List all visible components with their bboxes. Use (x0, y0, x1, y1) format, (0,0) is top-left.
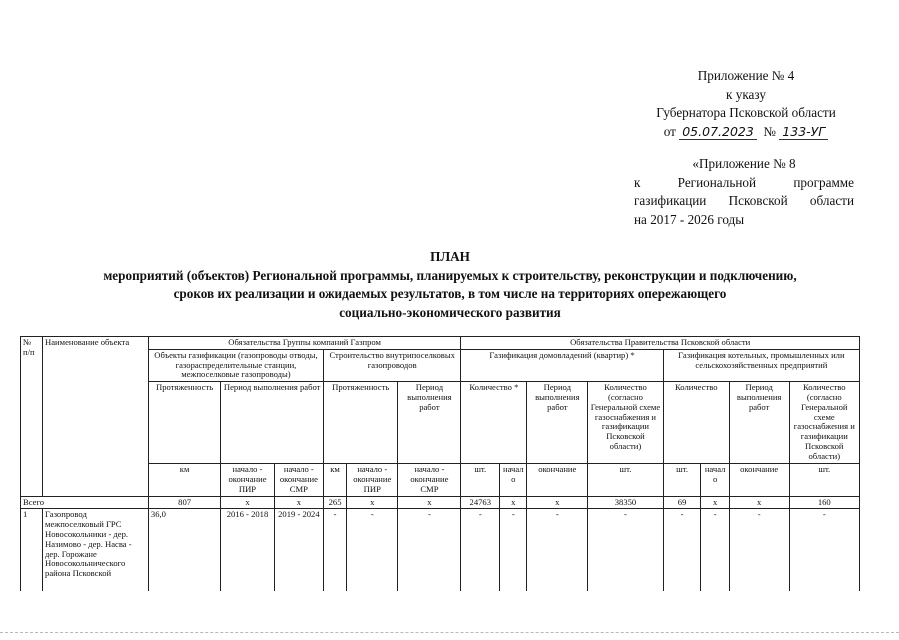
header-num: № п/п (21, 337, 43, 497)
title-line-3: сроков их реализации и ожидаемых результатов, в том числе на территориях опережающего (173, 286, 727, 301)
row-cell: - (789, 509, 859, 591)
unit-start: начало (500, 464, 527, 496)
total-cell: 265 (324, 496, 347, 509)
total-cell: х (274, 496, 323, 509)
total-cell: х (347, 496, 398, 509)
unit-km: км (148, 464, 220, 496)
header-row-1 (21, 337, 860, 350)
unit-sht: шт. (461, 464, 500, 496)
handwritten-number: 133-УГ (779, 125, 828, 140)
total-cell: 24763 (461, 496, 500, 509)
unit-end-2: окончание (729, 464, 789, 496)
row-cell: - (398, 509, 461, 591)
number-label: № (763, 123, 776, 139)
total-cell: х (221, 496, 274, 509)
row-cell: - (500, 509, 527, 591)
row-cell: - (663, 509, 701, 591)
header-name: Наименование объекта (43, 337, 149, 497)
unit-end: окончание (527, 464, 588, 496)
row-cell: - (588, 509, 664, 591)
table-row (21, 509, 860, 591)
header-period: Период выполнения работ (221, 382, 324, 464)
approval-line-3: Губернатора Псковской области (656, 105, 836, 120)
title-line-4: социально-экономического развития (339, 304, 561, 320)
header-length-2: Протяженность (324, 382, 398, 464)
plan-table (20, 336, 860, 591)
total-cell: х (729, 496, 789, 509)
header-homes: Газификация домовладений (квартир) * (461, 349, 663, 381)
total-cell: х (398, 496, 461, 509)
unit-sht-3: шт. (663, 464, 701, 496)
row-cell: - (324, 509, 347, 591)
header-government: Обязательства Правительства Псковской области (461, 337, 860, 350)
header-qty-scheme-2: Количество (согласно Генеральной схеме газоснабжения и газификации Псковской области) (789, 382, 859, 464)
total-cell: 807 (148, 496, 220, 509)
total-row (21, 496, 860, 509)
annex-line-1: «Приложение № 8 (692, 156, 796, 171)
row-cell: - (527, 509, 588, 591)
handwritten-date: 05.07.2023 (679, 125, 757, 140)
total-cell: х (701, 496, 729, 509)
header-qty-2: Количество (663, 382, 729, 464)
approval-date-line (626, 123, 866, 142)
title-line-1: ПЛАН (430, 249, 470, 264)
row-cell: - (729, 509, 789, 591)
unit-sht-2: шт. (588, 464, 664, 496)
title-line-2: мероприятий (объектов) Региональной программы, планируемых к строительству, реконструкции и подключению, (103, 267, 797, 283)
row-name: Газопровод межпоселковый ГРС Новосокольники - дер. Назимово - дер. Насва - дер. Горожане Новосокольнического района Псковской (43, 509, 149, 591)
row-cell: 2016 - 2018 (221, 509, 274, 591)
annex-line-2: к Региональной программе (634, 174, 854, 190)
total-cell: 38350 (588, 496, 664, 509)
annex-block (634, 155, 854, 229)
unit-start-2: начало (701, 464, 729, 496)
unit-pir: начало - окончание ПИР (221, 464, 274, 496)
unit-smr-2: начало - окончание СМР (398, 464, 461, 496)
total-label: Всего (21, 496, 149, 509)
header-inner-pipelines: Строительство внутрипоселковых газопроводов (324, 349, 461, 381)
approval-line-2: к указу (726, 86, 766, 102)
unit-km-2: км (324, 464, 347, 496)
unit-pir-2: начало - окончание ПИР (347, 464, 398, 496)
header-period-3: Период выполнения работ (527, 382, 588, 464)
total-cell: 160 (789, 496, 859, 509)
document-title (20, 248, 880, 322)
header-qty-scheme: Количество (согласно Генеральной схеме газоснабжения и газификации Псковской области) (588, 382, 664, 464)
header-qty: Количество * (461, 382, 527, 464)
row-cell: - (701, 509, 729, 591)
scan-edge-line (0, 632, 899, 633)
total-cell: х (500, 496, 527, 509)
row-cell: - (347, 509, 398, 591)
header-gazprom: Обязательства Группы компаний Газпром (148, 337, 460, 350)
annex-line-3: газификации Псковской области (634, 193, 854, 208)
unit-sht-4: шт. (789, 464, 859, 496)
approval-line-1: Приложение № 4 (697, 68, 795, 83)
row-num: 1 (21, 509, 43, 591)
header-boilers: Газификация котельных, промышленных или сельскохозяйственных предприятий (663, 349, 859, 381)
header-length: Протяженность (148, 382, 220, 464)
row-cell: 36,0 (148, 509, 220, 591)
header-period-2: Период выполнения работ (398, 382, 461, 464)
row-cell: - (461, 509, 500, 591)
annex-line-4: на 2017 - 2026 годы (634, 211, 745, 227)
from-label: от (663, 123, 676, 139)
approval-block (626, 67, 866, 141)
row-cell: 2019 - 2024 (274, 509, 323, 591)
total-cell: 69 (663, 496, 701, 509)
header-gas-objects: Объекты газификации (газопроводы отводы, газораспределительные станции, межпоселковые газопроводы) (148, 349, 323, 381)
total-cell: х (527, 496, 588, 509)
header-period-4: Период выполнения работ (729, 382, 789, 464)
unit-smr: начало - окончание СМР (274, 464, 323, 496)
